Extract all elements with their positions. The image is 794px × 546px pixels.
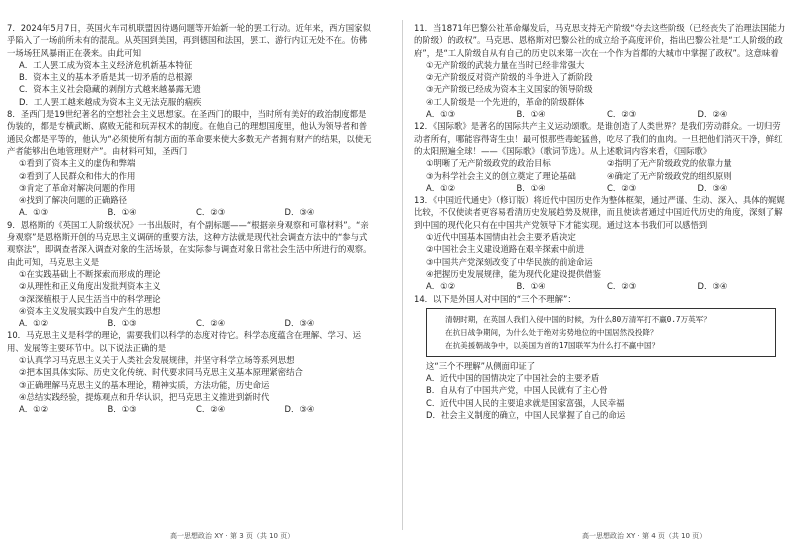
question-13-statement-2: ②中国社会主义建设道路在艰辛探索中前进 <box>426 244 585 255</box>
question-11-choices <box>414 108 788 120</box>
question-13-choice-c: C．②③ <box>607 281 637 292</box>
question-8-statement-1: ①看到了资本主义的虚伪和弊端 <box>19 158 136 169</box>
question-9-statement-4: ④资本主义发展实践中自发产生的思想 <box>19 305 161 316</box>
question-13-choice-b: B．①④ <box>516 281 546 292</box>
question-10-statement-3: ③正确理解马克思主义的基本理论，精神实质，方法功能，历史命运 <box>19 379 270 390</box>
question-8-choice-a: A．①③ <box>19 207 49 218</box>
question-14-stem: 14．以下是外国人对中国的“三个不理解”： <box>414 293 576 304</box>
question-7 <box>7 22 373 108</box>
question-8-statement-4: ④找到了解决问题的正确路径 <box>19 195 128 206</box>
question-12-statement-1: ①明晰了无产阶级政党的政治目标 <box>426 158 551 169</box>
question-13-statement-1: ①近代中国基本国情由社会主要矛盾决定 <box>426 232 576 243</box>
question-11 <box>414 22 788 120</box>
page-footer-right: 高一思想政治 XY · 第 4 页（共 10 页） <box>582 531 707 540</box>
question-9-statement-3: ③深深植根于人民生活当中的科学理论 <box>19 293 161 304</box>
question-14-option-a: A．近代中国的国情决定了中国社会的主要矛盾 <box>426 373 600 384</box>
question-12-statement-2: ②指明了无产阶级政党的依靠力量 <box>607 158 732 169</box>
question-8-statement-3: ③肯定了革命对解决问题的作用 <box>19 182 136 193</box>
question-9-choice-a: A．①② <box>19 318 49 329</box>
right-column <box>414 22 788 421</box>
question-11-choice-d: D．②④ <box>697 109 728 120</box>
question-8-stem: 8．圣西门是19世纪著名的空想社会主义思想家。在圣西门的眼中，当时所有美好的政治制度都是伪装的，都是专横武断、腐败无能和玩弄权术的制度。在他自己的理想国度里，他认为领导者和普通民众都是平等的，他认为“必须使所有制方面的革命要来使大多数无产者拥有财产的结果，以使无产者能够出色地管理财产”。由材料可知，圣西门 <box>7 109 372 156</box>
question-13-stem: 13．《中国近代通史》（修订版）将近代中国历史作为整体框架，通过严谨、生动、深入、具体的娓娓比较，不仅使读者更容易看清历史发展趋势及规律，而且使读者通过中国近代历史的角度，深刻了解到中国的现代化只有在中国共产党领导下才能实现。通过这本书我们可以感悟到 <box>414 195 785 230</box>
page-footer-left: 高一思想政治 XY · 第 3 页（共 10 页） <box>170 531 295 540</box>
question-11-statement-3: ③无产阶级已经成为资本主义国家的领导阶级 <box>426 84 593 95</box>
question-11-choice-a: A．①③ <box>426 109 456 120</box>
question-10-stem: 10．马克思主义是科学的理论，需要我们以科学的态度对待它。科学态度蕴含在理解、学习、运用、发展等主要环节中。以下说法正确的是 <box>7 330 362 353</box>
question-9-statement-2: ②从理性和正义角度出发批判资本主义 <box>19 281 161 292</box>
question-8-choices <box>7 206 373 218</box>
question-10-choice-d: D．③④ <box>284 404 315 415</box>
question-14-quote-1: 清朝时期，在英国人我们入侵中国的时候，为什么80万清军打不赢0.7万英军？ <box>445 314 711 324</box>
question-12-statements-row-1 <box>414 157 788 169</box>
question-12 <box>414 120 788 194</box>
question-12-choice-c: C．②③ <box>607 182 637 193</box>
question-12-choice-a: A．①② <box>426 182 456 193</box>
question-11-stem: 11．当1871年巴黎公社革命爆发后，马克思支持无产阶级“夺去这些阶级（已经丧失了治理法国能力的阶级）的政权”。马克思、恩格斯对巴黎公社的成立给予高度评价，指出巴黎公社是“工人阶级的政府”，是“工人阶级自从有自己的历史以来第一次在一个作为首都的大城市中掌握了政权”。这意味着 <box>414 23 786 58</box>
question-9-choice-c: C．②④ <box>196 318 226 329</box>
question-12-statements-row-2 <box>414 170 788 182</box>
question-13-choice-d: D．③④ <box>697 281 728 292</box>
question-8-choice-d: D．③④ <box>284 207 315 218</box>
question-12-statement-3: ③为科学社会主义的创立奠定了理论基础 <box>426 170 576 181</box>
question-10-statement-2: ②把本国具体实际、历史文化传统、时代要求同马克思主义基本原理紧密结合 <box>19 367 303 378</box>
question-7-option-b: B．资本主义的基本矛盾是其一切矛盾的总根源 <box>19 72 193 83</box>
question-12-statement-4: ④确定了无产阶级政党的组织原则 <box>607 170 732 181</box>
question-14-option-b: B．自从有了中国共产党，中国人民就有了主心骨 <box>426 385 608 396</box>
question-8-choice-c: C．②③ <box>196 207 226 218</box>
question-11-statement-2: ②无产阶级反对资产阶级的斗争进入了新阶段 <box>426 72 593 83</box>
question-14-quote-box <box>426 308 776 357</box>
question-14-quote-3: 在抗美援朝战争中，以美国为首的17国联军为什么打不赢中国？ <box>445 340 660 350</box>
question-14-prompt: 这“三个不理解”从侧面印证了 <box>426 360 536 371</box>
question-12-choice-d: D．③④ <box>697 182 728 193</box>
question-10-choices <box>7 403 373 415</box>
question-7-option-a: A．工人罢工成为资本主义经济危机新基本特征 <box>19 59 193 70</box>
question-10 <box>7 329 373 415</box>
question-9-choice-d: D．③④ <box>284 318 315 329</box>
question-13-statement-3: ③中国共产党深刻改变了中华民族的前途命运 <box>426 256 593 267</box>
question-8-statement-2: ②看到了人民群众和伟大的作用 <box>19 170 136 181</box>
column-divider <box>402 20 403 530</box>
question-14-option-d: D．社会主义制度的确立，中国人民掌握了自己的命运 <box>426 410 626 421</box>
question-12-choice-b: B．①④ <box>516 182 546 193</box>
question-14-quote-2: 在抗日战争期间，为什么处于绝对劣势地位的中国居然没投降？ <box>445 327 658 337</box>
question-14-option-c: C．近代中国人民的主要追求就是国家富强，人民幸福 <box>426 397 625 408</box>
question-7-option-d: D．工人罢工越来越成为资本主义无法克服的痼疾 <box>19 96 202 107</box>
question-8-choice-b: B．①④ <box>107 207 137 218</box>
question-9-stem: 9．恩格斯的《英国工人阶级状况》一书出版时，有个副标题——“根据亲身观察和可靠材料”。“亲身观察”是恩格斯开创的马克思主义调研的重要方法，这种方法就是现代社会调查方法中的“参与式观察法”，即调查者深入调查对象的生活场景，在实际参与调查对象日常社会生活中所进行的观察。由此可知，马克思主义是 <box>7 219 372 267</box>
question-13 <box>414 194 788 292</box>
question-9-choice-b: B．①③ <box>107 318 137 329</box>
question-9-choices <box>7 317 373 329</box>
question-7-option-c: C．资本主义社会隐藏的剥削方式越来越暴露无遗 <box>19 84 201 95</box>
question-13-choices <box>414 280 788 292</box>
question-7-stem: 7．2024年5月7日，英国火车司机联盟因待遇问题等开始新一轮的罢工行动。近年来，西方国家似乎陷入了一场前所未有的混乱。从英国到美国，再到德国和法国，罢工、游行内讧无处不在。仿佛一场场狂风暴雨正在袭来。由此可知 <box>7 23 371 58</box>
question-10-choice-a: A．①② <box>19 404 49 415</box>
question-8 <box>7 108 373 219</box>
question-10-choice-c: C．②④ <box>196 404 226 415</box>
left-column <box>7 22 373 416</box>
question-13-choice-a: A．①② <box>426 281 456 292</box>
question-14 <box>414 293 788 422</box>
question-12-stem: 12．《国际歌》是著名的国际共产主义运动颂歌。是谁创造了人类世界？是我们劳动群众。一切归劳动者所有，哪能容得寄生虫！最可恨那些毒蛇猛兽，吃尽了我们的血肉。一旦把他们消灭干净，鲜红的太阳照遍全球！——《国际歌》（歌词节选）。从上述歌词内容来看，《国际歌》 <box>414 121 783 156</box>
question-12-choices <box>414 182 788 194</box>
question-9 <box>7 219 373 330</box>
question-11-choice-b: B．①④ <box>516 109 546 120</box>
question-9-statement-1: ①在实践基础上不断探索而形成的理论 <box>19 268 161 279</box>
question-10-statement-4: ④总结实践经验，提炼观点和升华认识，把马克思主义推进到新时代 <box>19 391 270 402</box>
question-10-choice-b: B．①③ <box>107 404 137 415</box>
question-11-statement-4: ④工人阶级是一个先进的，革命的阶级群体 <box>426 96 585 107</box>
question-11-choice-c: C．②③ <box>607 109 637 120</box>
question-10-statement-1: ①认真学习马克思主义关于人类社会发展规律，并坚守科学立场等系列思想 <box>19 355 295 366</box>
question-13-statement-4: ④把握历史发展规律，能为现代化建设提供借鉴 <box>426 268 602 279</box>
question-11-statement-1: ①无产阶级的武装力量在当时已经非常强大 <box>426 59 585 70</box>
